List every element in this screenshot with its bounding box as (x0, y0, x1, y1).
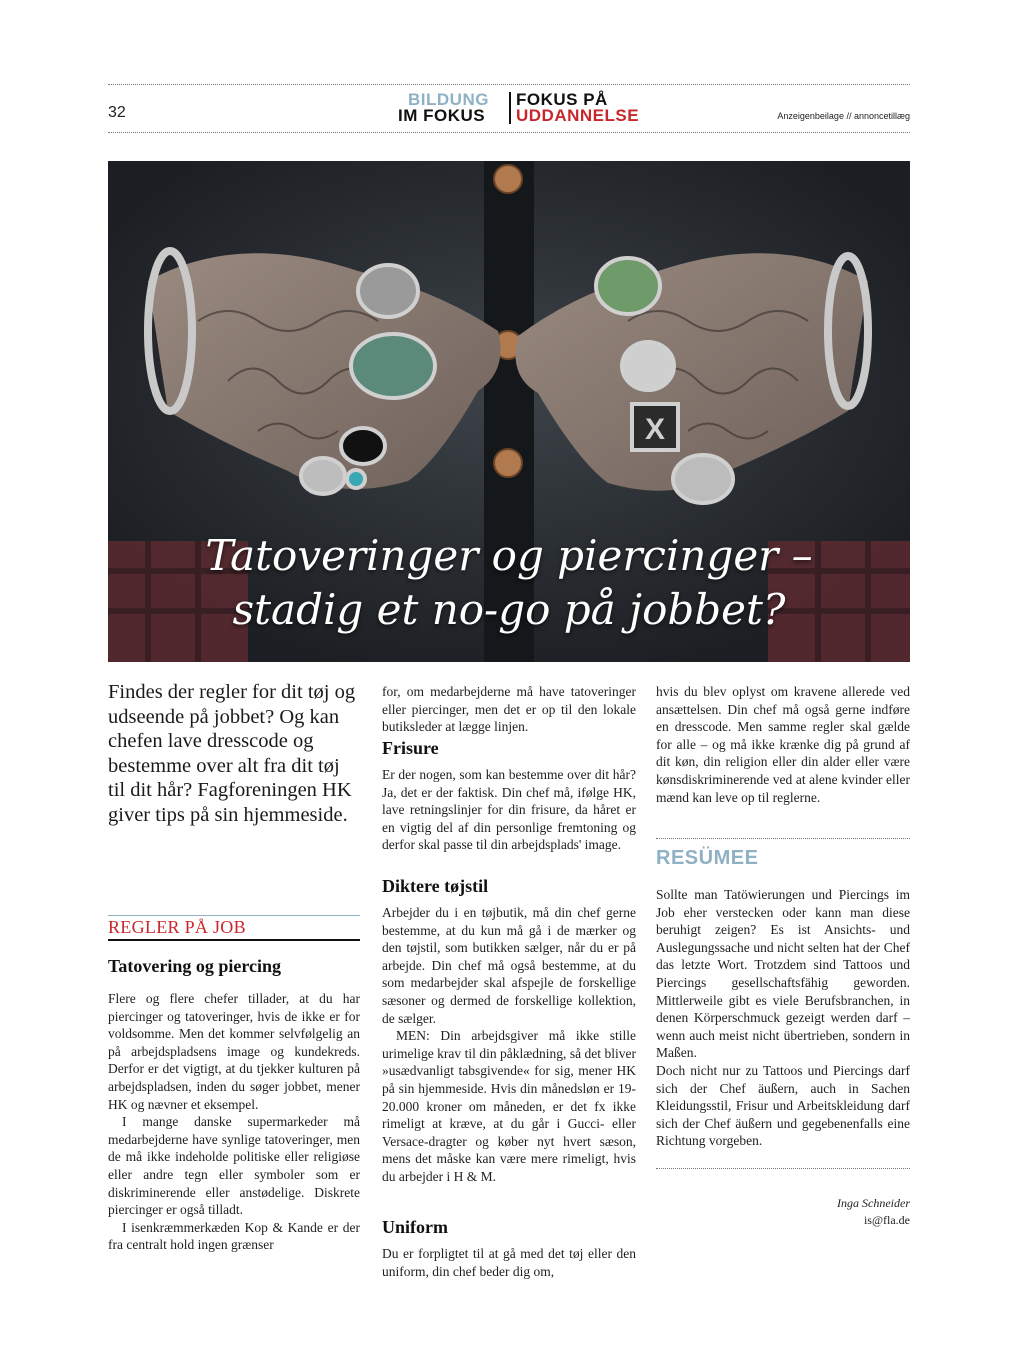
logo-right-top: FOKUS PÅ (516, 90, 608, 109)
body-paragraph: I mange danske supermarkeder må medarbejderne have synlige tatoveringer, men de må ikke indeholde politiske eller religiøse eller andre tegn eller symboler som er diskriminerende eller anstødelige. Diskrete piercinger er også tilladt. (108, 1114, 360, 1218)
article-headline (108, 529, 910, 637)
supplement-label: Anzeigenbeilage // annoncetillæg (777, 111, 910, 121)
body-paragraph: Flere og flere chefer tillader, at du har piercinger og tatoveringer, hvis de ikke er for voldsomme. Men det kommer selvfølgelig an på arbejdspladsens image og kundekreds. Derfor er det vigtigt, at du tjekker kulturen på arbejdspladsen, inden du søger jobbet, mener HK og nævner et eksempel. (108, 991, 360, 1112)
header-top-rule (108, 84, 910, 85)
headline-line-1: Tatoveringer og piercinger – (205, 531, 813, 580)
body-paragraph: Du er forpligtet til at gå med det tøj eller den uniform, din chef beder dig om, (382, 1246, 636, 1279)
resumee-paragraph: Doch nicht nur zu Tattoos und Piercings darf sich der Chef äußern, auch in Sachen Kleidungsstil, Frisur und Arbeitskleidung darf sich der Chef äußern und gegebenenfalls eine Richtung vorgeben. (656, 1062, 910, 1149)
publication-logo (398, 90, 668, 126)
author-name: Inga Schneider (837, 1196, 910, 1210)
column-3-body (656, 683, 910, 806)
section-kicker: REGLER PÅ JOB (108, 917, 246, 937)
logo-left-top: BILDUNG (408, 90, 489, 109)
resumee-paragraph: Sollte man Tatöwierungen und Piercings im Job eher verstecken oder kann man diese beruhigt zeigen? Es ist Ansichts- und Auslegungssache und nicht selten hat der Chef das letzte Wort. Trotzdem sind Tattoos und Piercings gesellschaftsfähig geworden. Mittlerweile gibt es viele Berufsbranchen, in denen Körperschmuck gezeigt werden darf – wenn auch meist nicht übertrieben, sondern in Maßen. (656, 887, 910, 1061)
body-paragraph: MEN: Din arbejdsgiver må ikke stille urimelige krav til din påklædning, så det bliver »usædvanligt tabsgivende« for sig, mener HK på sin hjemmeside. Hvis din månedsløn er 19-20.000 kroner om måneden, er det fx ikke rimeligt at kræve, at du går i Gucci- eller Versace-dragter og køber nyt hvert sæson, mens det måske kan være mere rimeligt, hvis du arbejder i H & M. (382, 1028, 636, 1184)
body-paragraph: hvis du blev oplyst om kravene allerede ved ansættelsen. Din chef må også gerne indføre en dresscode. Men samme regler skal gælde for alle – og må ikke krænke dig på grund af dit køn, din religion eller din alder eller være kønsdiskriminerende ved at alene kvinder eller mænd kan leve op til reglerne. (656, 684, 910, 805)
kicker-top-rule (108, 915, 360, 916)
column-2-frisure (382, 766, 636, 854)
lead-paragraph: Findes der regler for dit tøj og udseende på jobbet? Og kan chefen lave dresscode og bestemme over alt fra dit tøj til dit hår? Fagforeningen HK giver tips på sin hjemmeside. (108, 681, 356, 826)
logo-divider (509, 92, 511, 124)
resumee-title: RESÜMEE (656, 847, 759, 869)
headline-line-2: stadig et no-go på jobbet? (232, 585, 786, 634)
kicker-bottom-rule (108, 939, 360, 941)
resumee-body (656, 886, 910, 1150)
author-email[interactable]: is@fla.de (863, 1213, 910, 1227)
subheading-frisure: Frisure (382, 738, 439, 758)
svg-text:X: X (644, 413, 666, 446)
subheading-tatovering: Tatovering og piercing (108, 956, 282, 976)
resumee-top-rule (656, 838, 910, 839)
column-1-body (108, 990, 360, 1254)
page-number: 32 (108, 104, 126, 121)
header-bottom-rule (108, 132, 910, 133)
logo-right-bottom: UDDANNELSE (516, 106, 640, 125)
hero-photo (108, 161, 910, 662)
body-paragraph: Er der nogen, som kan bestemme over dit hår? Ja, det er der faktisk. Din chef må, ifølge HK, lave retningslinjer for din frisure, da håret er en vigtig del af din personlige fremtoning og derfor skal passe til din arbejdsplads' image. (382, 767, 636, 853)
column-2-tojstil (382, 904, 636, 1186)
column-2-body (382, 683, 636, 736)
subheading-uniform: Uniform (382, 1217, 448, 1237)
subheading-tojstil: Diktere tøjstil (382, 876, 489, 896)
body-paragraph: Arbejder du i en tøjbutik, må din chef gerne bestemme, at du kun må gå i de mærker og den tøjstil, som butikken sælger, når du er på arbejde. Din chef må også bestemme, at du som medarbejder skal afspejle de forskellige sæsoner og dermed de forskellige kollektion, de sælger. (382, 905, 636, 1026)
body-paragraph: for, om medarbejderne må have tatoveringer eller piercinger, men det er op til den lokale butiksleder at lægge linjen. (382, 684, 636, 735)
logo-left-bottom: IM FOKUS (398, 106, 486, 125)
body-paragraph: I isenkræmmerkæden Kop & Kande er der fra centralt hold ingen grænser (108, 1219, 360, 1253)
column-2-uniform (382, 1245, 636, 1280)
resumee-bottom-rule (656, 1168, 910, 1169)
